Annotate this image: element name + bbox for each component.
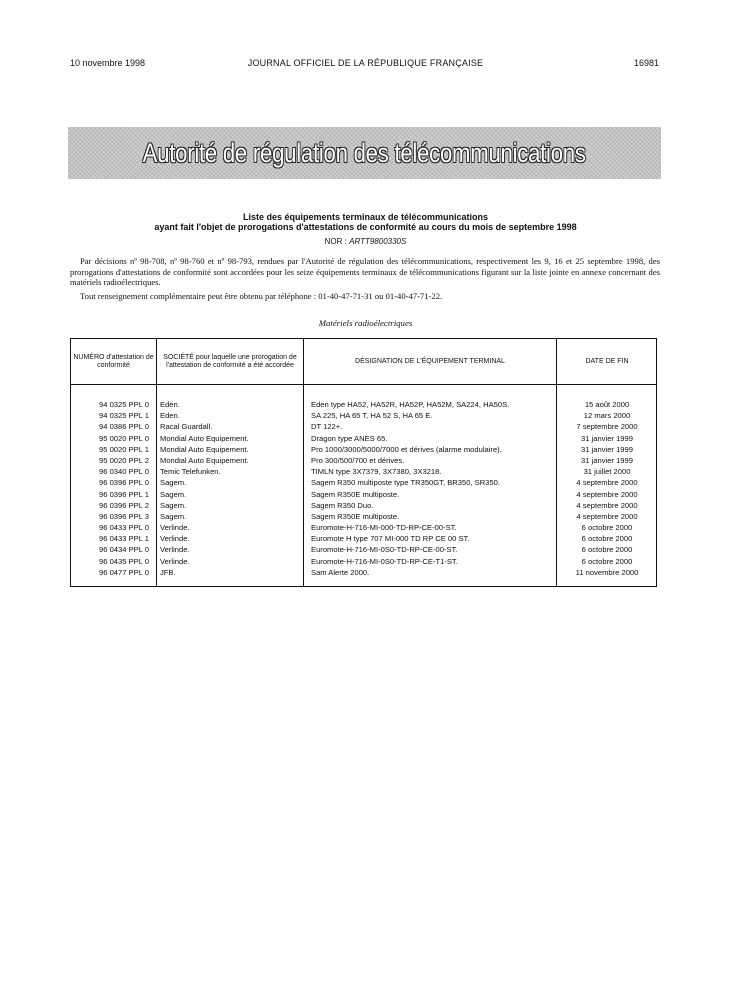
cell-date: 15 août 2000	[584, 400, 630, 409]
header-numero: NUMÉRO d'attestation de conformité	[73, 354, 154, 369]
cell-numero: 95 0020 PPL 1	[99, 444, 149, 454]
header-societe: SOCIÉTÉ pour laquelle une prorogation de l'attestation de conformité a été accordée	[163, 354, 297, 369]
cell-designation: Euromote-H-716-MI-000-TD-RP-CE-00-ST.	[311, 523, 457, 533]
cell-numero: 96 0433 PPL 0	[99, 523, 149, 533]
cell-date: 12 mars 2000	[583, 411, 631, 421]
header-date: 10 novembre 1998	[70, 58, 146, 68]
cell-designation: Euromote-H-716-MI-0S0-TD-RP-CE-T1-ST.	[311, 556, 458, 566]
cell-societe: Verlinde.	[160, 556, 190, 566]
equipment-table	[70, 338, 657, 587]
cell-numero: 94 0325 PPL 0	[99, 400, 149, 409]
cell-numero: 96 0435 PPL 0	[99, 556, 149, 566]
table-row	[71, 556, 656, 567]
cell-designation: Sagem R350E multiposte.	[311, 489, 400, 499]
cell-designation: Eden type HA52, HA52R, HA52P, HA52M, SA224, HA50S.	[311, 400, 510, 409]
cell-designation: Pro 1000/3000/5000/7000 et dérives (alarme modulaire).	[311, 444, 502, 454]
table-row	[71, 489, 656, 500]
page-number: 16981	[633, 58, 659, 68]
cell-date: 4 septembre 2000	[576, 500, 638, 510]
cell-societe: Eden.	[160, 400, 180, 409]
cell-designation: TIMLN type 3X7379, 3X7380, 3X3218.	[311, 467, 442, 477]
cell-numero: 96 0396 PPL 2	[99, 500, 149, 510]
cell-numero: 96 0396 PPL 0	[99, 478, 149, 488]
cell-date: 6 octobre 2000	[581, 534, 633, 544]
cell-date: 31 janvier 1999	[581, 433, 633, 443]
table-row	[71, 466, 656, 477]
cell-societe: Verlinde.	[160, 523, 190, 533]
cell-societe: Racal Guardall.	[160, 422, 213, 432]
cell-numero: 96 0340 PPL 0	[99, 467, 149, 477]
table-row	[71, 500, 656, 511]
cell-societe: JFB.	[160, 567, 176, 577]
nor-ref: ARTT9800330S	[349, 237, 407, 246]
table-caption: Matériels radioélectriques	[318, 318, 413, 328]
table-row	[71, 444, 656, 455]
cell-date: 11 novembre 2000	[575, 567, 639, 577]
cell-designation: Pro 300/500/700 et dérives.	[311, 455, 405, 465]
header-date-fin: DATE DE FIN	[585, 357, 629, 365]
table-body	[71, 399, 656, 578]
table-row	[71, 433, 656, 444]
cell-societe: Eden.	[160, 411, 180, 421]
cell-numero: 96 0396 PPL 1	[99, 489, 149, 499]
table-row	[71, 455, 656, 466]
cell-date: 4 septembre 2000	[576, 489, 638, 499]
cell-societe: Sagem.	[160, 489, 187, 499]
cell-date: 31 janvier 1999	[581, 455, 633, 465]
authority-banner	[68, 127, 661, 179]
cell-date: 4 septembre 2000	[576, 511, 638, 521]
banner-title: Autorité de régulation des télécommunications	[142, 137, 587, 168]
cell-societe: Verlinde.	[160, 534, 190, 544]
cell-numero: 95 0020 PPL 2	[99, 455, 149, 465]
cell-societe: Sagem.	[160, 500, 187, 510]
table-row	[71, 421, 656, 432]
header-designation: DÉSIGNATION DE L'ÉQUIPEMENT TERMINAL	[355, 357, 505, 365]
table-row	[71, 522, 656, 533]
cell-societe: Sagem.	[160, 478, 187, 488]
cell-societe: Mondial Auto Equipement.	[160, 444, 249, 454]
cell-numero: 96 0434 PPL 0	[99, 545, 149, 555]
table-row	[71, 477, 656, 488]
paragraph-contact: Tout renseignement complémentaire peut être obtenu par téléphone : 01-40-47-71-31 ou 01-40-47-71-22.	[80, 291, 443, 301]
table-row	[71, 533, 656, 544]
cell-date: 6 octobre 2000	[581, 523, 633, 533]
cell-designation: Sagem R350 Duo.	[311, 500, 374, 510]
nor-label: NOR :	[324, 237, 347, 246]
cell-societe: Mondial Auto Equipement.	[160, 455, 249, 465]
table-row	[71, 567, 656, 578]
cell-numero: 96 0477 PPL 0	[99, 567, 149, 577]
cell-numero: 96 0433 PPL 1	[99, 534, 149, 544]
cell-numero: 95 0020 PPL 0	[99, 433, 149, 443]
cell-societe: Verlinde.	[160, 545, 190, 555]
cell-designation: DT 122+.	[311, 422, 343, 432]
cell-date: 6 octobre 2000	[581, 556, 633, 566]
cell-designation: Dragon type ANES 65.	[311, 433, 388, 443]
cell-date: 4 septembre 2000	[576, 478, 638, 488]
cell-designation: Sagem R350E multiposte.	[311, 511, 400, 521]
journal-title: JOURNAL OFFICIEL DE LA RÉPUBLIQUE FRANÇAISE	[247, 58, 484, 68]
nor-reference	[0, 237, 731, 246]
cell-societe: Sagem.	[160, 511, 187, 521]
table-row	[71, 511, 656, 522]
cell-designation: Sam Alerte 2000.	[311, 567, 370, 577]
cell-designation: Euromote H type 707 MI-000 TD RP CE 00 ST.	[311, 534, 470, 544]
cell-societe: Mondial Auto Equipement.	[160, 433, 249, 443]
cell-numero: 94 0325 PPL 1	[99, 411, 149, 421]
cell-designation: Sagem R350 multiposte type TR350GT, BR350, SR350.	[311, 478, 500, 488]
list-title-line2: ayant fait l'objet de prorogations d'attestations de conformité au cours du mois de septembre 1998	[154, 222, 577, 232]
cell-numero: 96 0396 PPL 3	[99, 511, 149, 521]
table-row	[71, 544, 656, 555]
cell-date: 31 janvier 1999	[581, 444, 633, 454]
cell-date: 31 juillet 2000	[583, 467, 631, 477]
cell-numero: 94 0386 PPL 0	[99, 422, 149, 432]
header-divider	[71, 384, 656, 385]
cell-designation: SA 225, HA 65 T, HA 52 S, HA 65 E.	[311, 411, 433, 421]
list-title-line1: Liste des équipements terminaux de télécommunications	[242, 212, 489, 222]
paragraph-decisions: Par décisions nº 98-708, nº 98-760 et nº 98-793, rendues par l'Autorité de régulation des télécommunications, respectivement les 9, 16 et 25 septembre 1998, des prorogations d'attestations de conformité sont accordées pour les seize équipements terminaux de télécommunications figurant sur la liste jointe en annexe concernant des matériels radioélectriques.	[70, 256, 660, 287]
table-row	[71, 410, 656, 421]
cell-date: 7 septembre 2000	[576, 422, 638, 432]
cell-designation: Euromote-H-716-MI-0S0-TD-RP-CE-00-ST.	[311, 545, 458, 555]
cell-societe: Temic Telefunken.	[160, 467, 221, 477]
cell-date: 6 octobre 2000	[581, 545, 633, 555]
table-row	[71, 399, 656, 410]
